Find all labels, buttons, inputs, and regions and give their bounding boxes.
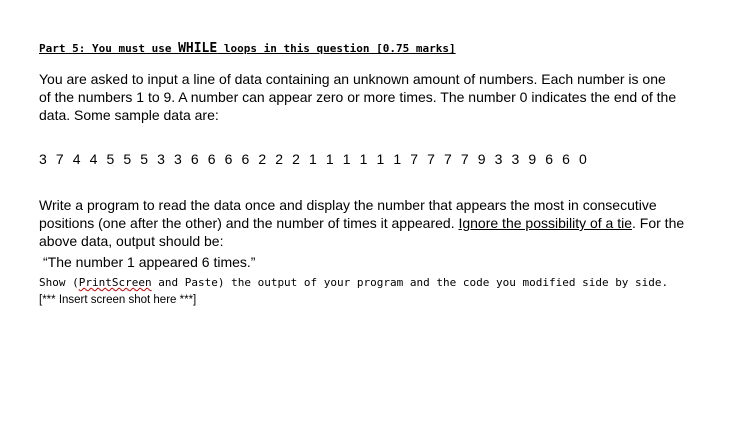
- sample-data: 3 7 4 4 5 5 5 3 3 6 6 6 6 2 2 2 1 1 1 1 1 1 7 7 7 7 9 3 3 9 6 6 0: [39, 151, 590, 167]
- spellcheck-word: PrintScreen: [78, 276, 152, 289]
- heading-suffix: loops in this question [0.75 marks]: [217, 42, 456, 55]
- task-text-after: . For the above data, output should be:: [39, 215, 685, 249]
- intro-paragraph: You are asked to input a line of data containing an unknown amount of numbers. Each number is one of the numbers 1 to 9. A number can appear zero or more times. The number 0 indicates the end of the data. Some sample data are:: [39, 71, 677, 123]
- instructions-before: Show (: [39, 276, 79, 289]
- task-text-before: Write a program to read the data once and display the number that appears the most in consecutive positions (one after the other) and the number of times it appeared.: [39, 197, 657, 231]
- heading-keyword: WHILE: [178, 41, 218, 56]
- heading-prefix: Part 5: You must use: [39, 42, 179, 55]
- expected-output: “The number 1 appeared 6 times.”: [43, 254, 256, 270]
- screenshot-placeholder: [*** Insert screen shot here ***]: [39, 294, 197, 306]
- question-heading: [39, 41, 456, 56]
- task-paragraph: [39, 196, 689, 250]
- instructions-after: and Paste) the output of your program and the code you modified side by side.: [151, 276, 669, 289]
- tie-note: Ignore the possibility of a tie: [458, 215, 633, 231]
- instructions-line: [39, 274, 679, 309]
